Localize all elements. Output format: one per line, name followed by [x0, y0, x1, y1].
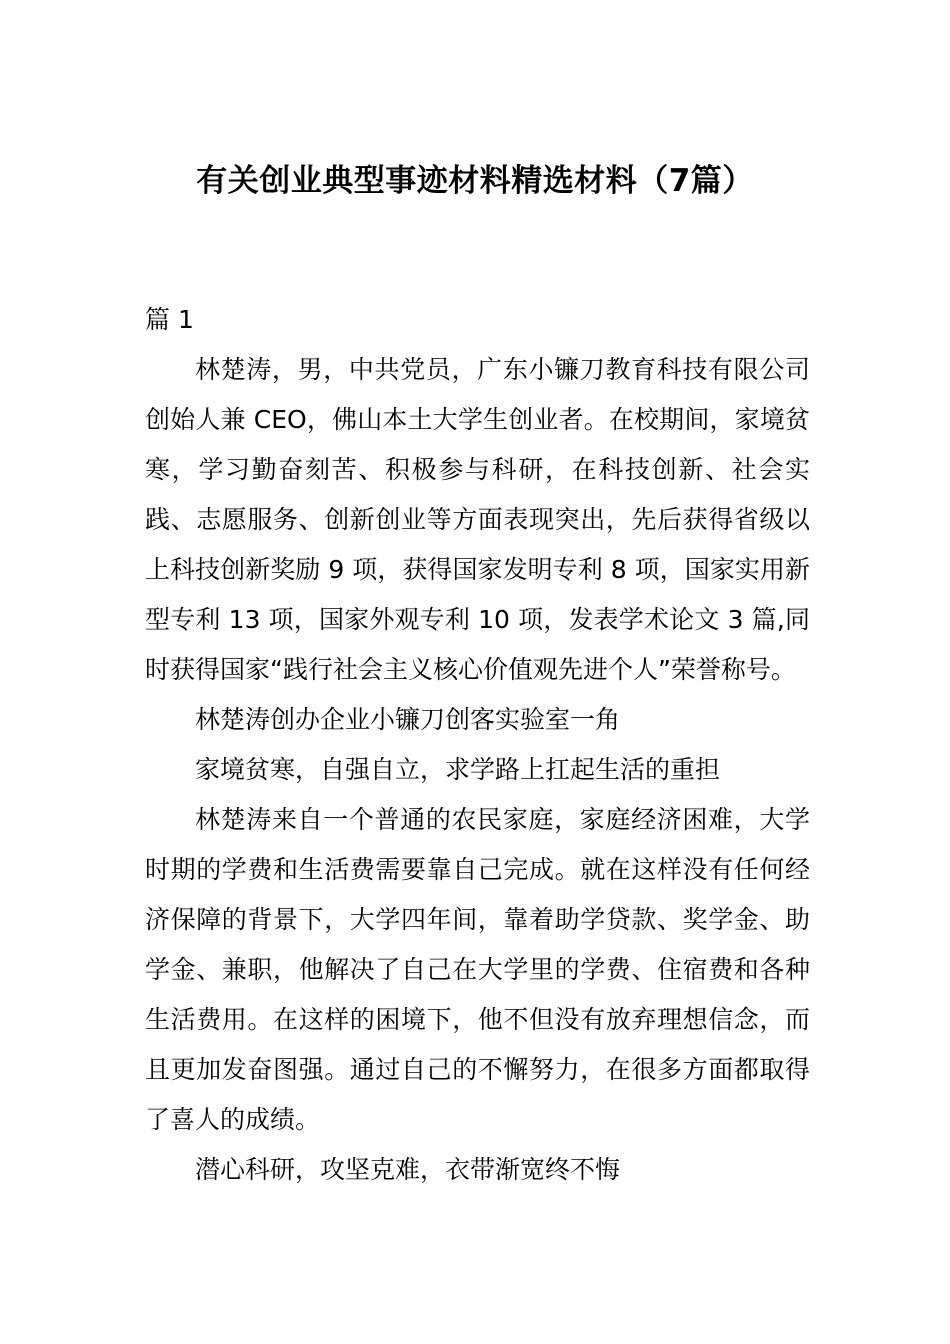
section-label: 篇 1 [145, 305, 194, 334]
image-caption: 林楚涛创办企业小镰刀创客实验室一角 [195, 705, 621, 734]
document-body [145, 295, 810, 1195]
subheading-hardship: 家境贫寒，自强自立，求学路上扛起生活的重担 [195, 755, 721, 784]
paragraph-background: 林楚涛来自一个普通的农民家庭，家庭经济困难，大学时期的学费和生活费需要靠自己完成。就在这样没有任何经济保障的背景下，大学四年间，靠着助学贷款、奖学金、助学金、兼职，他解决了自己在大学里的学费、住宿费和各种生活费用。在这样的困境下，他不但没有放弃理想信念，而且更加发奋图强。通过自己的不懈努力，在很多方面都取得了喜人的成绩。 [145, 805, 810, 1134]
subheading-research: 潜心科研，攻坚克难，衣带渐宽终不悔 [195, 1155, 621, 1184]
paragraph-profile: 林楚涛，男，中共党员，广东小镰刀教育科技有限公司创始人兼 CEO，佛山本土大学生创业者。在校期间，家境贫寒，学习勤奋刻苦、积极参与科研，在科技创新、社会实践、志愿服务、创新创业等方面表现突出，先后获得省级以上科技创新奖励 9 项，获得国家发明专利 8 项，国家实用新型专利 13 项，国家外观专利 10 项，发表学术论文 3 篇,同时获得国家“践行社会主义核心价值观先进个人”荣誉称号。 [145, 355, 810, 684]
document-title: 有关创业典型事迹材料精选材料（7篇） [196, 163, 754, 199]
